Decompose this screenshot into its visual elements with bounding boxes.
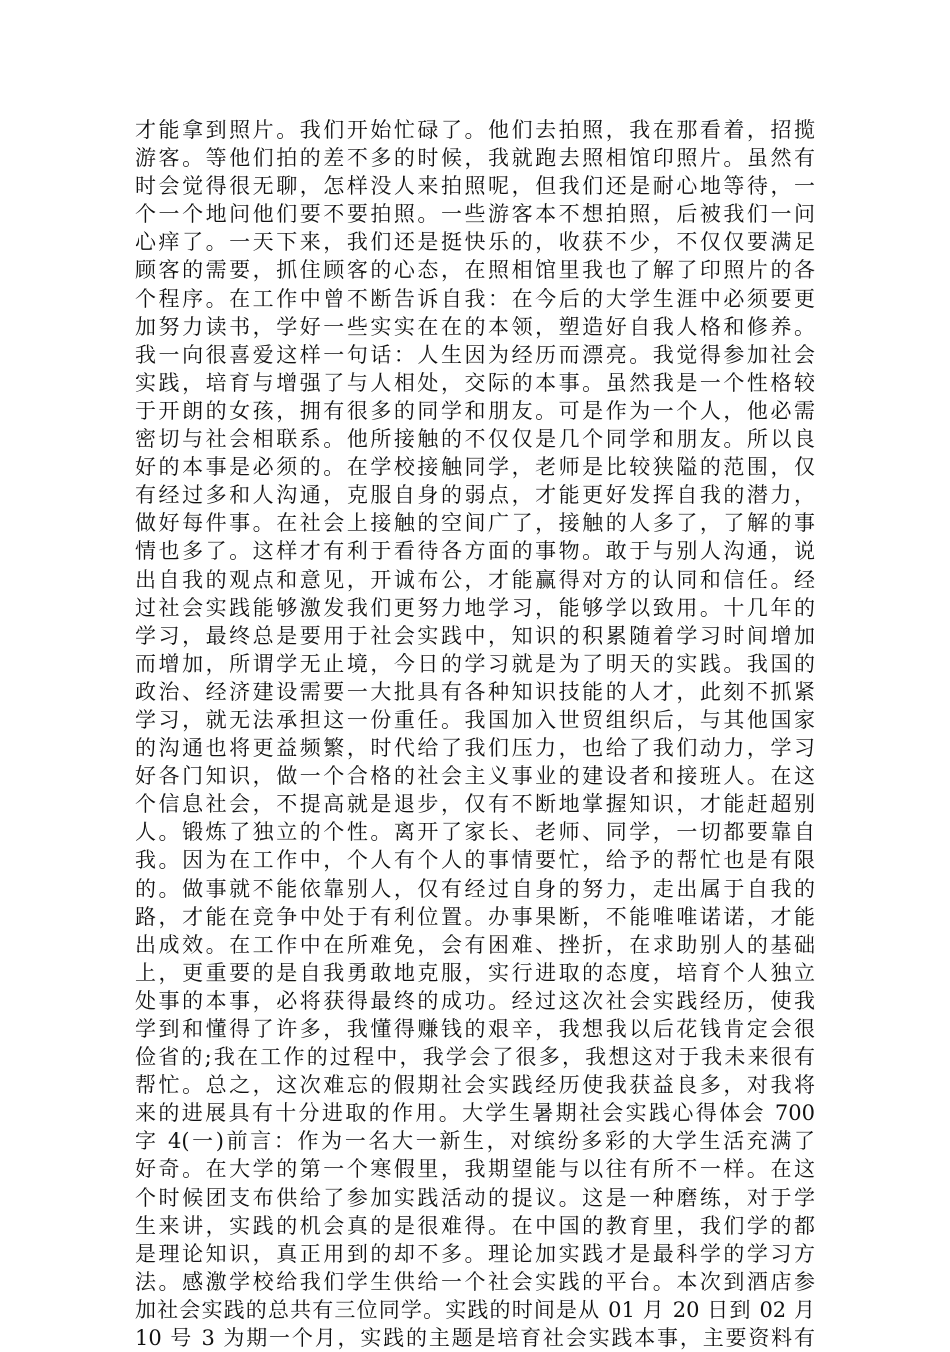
text-line: 来的进展具有十分进取的作用。大学生暑期社会实践心得体会 700 [135, 1101, 815, 1126]
text-line: 实践，培育与增强了与人相处，交际的本事。虽然我是一个性格较 [135, 370, 815, 395]
text-line: 做好每件事。在社会上接触的空间广了，接触的人多了，了解的事 [135, 511, 815, 536]
text-line: 的沟通也将更益频繁，时代给了我们压力，也给了我们动力，学习 [135, 736, 815, 761]
text-line: 而增加，所谓学无止境，今日的学习就是为了明天的实践。我国的 [135, 651, 815, 676]
text-line: 10 号 3 为期一个月，实践的主题是培育社会实践本事，主要资料有 [135, 1326, 815, 1351]
text-line: 生来讲，实践的机会真的是很难得。在中国的教育里，我们学的都 [135, 1213, 815, 1238]
text-line: 好各门知识，做一个合格的社会主义事业的建设者和接班人。在这 [135, 764, 815, 789]
text-line: 过社会实践能够激发我们更努力地学习，能够学以致用。十几年的 [135, 595, 815, 620]
text-line: 密切与社会相联系。他所接触的不仅仅是几个同学和朋友。所以良 [135, 427, 815, 452]
text-line: 个一个地问他们要不要拍照。一些游客本不想拍照，后被我们一问 [135, 202, 815, 227]
text-line: 游客。等他们拍的差不多的时候，我就跑去照相馆印照片。虽然有 [135, 146, 815, 171]
text-line: 个程序。在工作中曾不断告诉自我：在今后的大学生涯中必须要更 [135, 286, 815, 311]
text-line: 人。锻炼了独立的个性。离开了家长、老师、同学，一切都要靠自 [135, 820, 815, 845]
text-line: 我。因为在工作中，个人有个人的事情要忙，给予的帮忙也是有限 [135, 848, 815, 873]
text-line: 法。感激学校给我们学生供给一个社会实践的平台。本次到酒店参 [135, 1269, 815, 1294]
text-line: 学到和懂得了许多，我懂得赚钱的艰辛，我想我以后花钱肯定会很 [135, 1017, 815, 1041]
text-line: 顾客的需要，抓住顾客的心态，在照相馆里我也了解了印照片的各 [135, 258, 815, 283]
text-line: 处事的本事，必将获得最终的成功。经过这次社会实践经历，使我 [135, 988, 815, 1013]
text-line: 的。做事就不能依靠别人，仅有经过自身的努力，走出属于自我的 [135, 876, 815, 901]
text-line: 时会觉得很无聊，怎样没人来拍照呢，但我们还是耐心地等待，一 [135, 174, 815, 199]
text-line: 出自我的观点和意见，开诚布公，才能赢得对方的认同和信任。经 [135, 567, 815, 592]
text-line: 个信息社会，不提高就是退步，仅有不断地掌握知识，才能赶超别 [135, 792, 815, 817]
text-line: 加社会实践的总共有三位同学。实践的时间是从 01 月 20 日到 02 月 [135, 1297, 815, 1322]
text-line: 上，更重要的是自我勇敢地克服，实行进取的态度，培育个人独立 [135, 960, 815, 985]
text-line: 心痒了。一天下来，我们还是挺快乐的，收获不少，不仅仅要满足 [135, 230, 815, 255]
text-line: 俭省的;我在工作的过程中，我学会了很多，我想这对于我未来很有 [135, 1045, 815, 1070]
body-text [135, 116, 815, 1352]
text-line: 学习，就无法承担这一份重任。我国加入世贸组织后，与其他国家 [135, 707, 815, 732]
text-line: 有经过多和人沟通，克服自身的弱点，才能更好发挥自我的潜力， [135, 483, 815, 508]
text-line: 好的本事是必须的。在学校接触同学，老师是比较狭隘的范围，仅 [135, 455, 815, 480]
text-line: 政治、经济建设需要一大批具有各种知识技能的人才，此刻不抓紧 [135, 679, 815, 704]
text-line: 情也多了。这样才有利于看待各方面的事物。敢于与别人沟通，说 [135, 539, 815, 564]
text-line: 于开朗的女孩，拥有很多的同学和朋友。可是作为一个人，他必需 [135, 398, 815, 423]
text-line: 学习，最终总是要用于社会实践中，知识的积累随着学习时间增加 [135, 623, 815, 648]
text-line: 是理论知识，真正用到的却不多。理论加实践才是最科学的学习方 [135, 1241, 815, 1266]
text-line: 我一向很喜爱这样一句话：人生因为经历而漂亮。我觉得参加社会 [135, 342, 815, 367]
text-line: 好奇。在大学的第一个寒假里，我期望能与以往有所不一样。在这 [135, 1157, 815, 1182]
text-line: 出成效。在工作中在所难免，会有困难、挫折，在求助别人的基础 [135, 932, 815, 957]
text-line: 个时候团支布供给了参加实践活动的提议。这是一种磨练，对于学 [135, 1185, 815, 1210]
text-line: 加努力读书，学好一些实实在在的本领，塑造好自我人格和修养。 [135, 314, 815, 339]
text-line: 才能拿到照片。我们开始忙碌了。他们去拍照，我在那看着，招揽 [135, 118, 815, 142]
text-line: 帮忙。总之，这次难忘的假期社会实践经历使我获益良多，对我将 [135, 1073, 815, 1098]
text-line: 路，才能在竞争中处于有利位置。办事果断，不能唯唯诺诺，才能 [135, 904, 815, 929]
text-line: 字 4(一)前言：作为一名大一新生，对缤纷多彩的大学生活充满了 [135, 1129, 815, 1154]
